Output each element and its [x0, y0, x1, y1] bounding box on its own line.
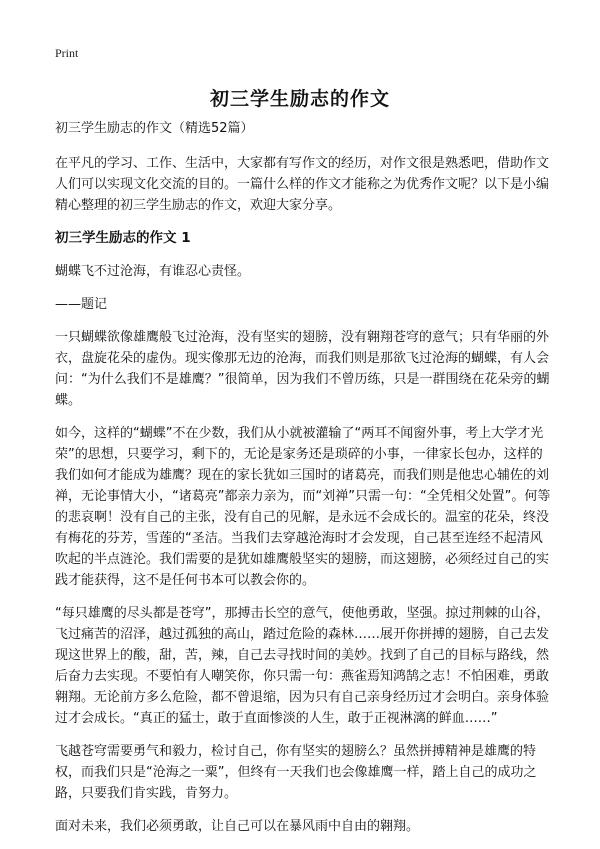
section-heading: 初三学生励志的作文 1: [55, 230, 191, 246]
article-body: [55, 118, 555, 849]
paragraph: 一只蝴蝶欲像雄鹰般飞过沧海，没有坚实的翅膀，没有翱翔苍穹的意气；只有华丽的外衣，盘旋花朵的虚伪。现实像那无边的沧海，而我们则是那欲飞过沧海的蝴蝶，有人会问：“为什么我们不是雄鹰？”很简单，因为我们不曾历练，只是一群围绕在花朵旁的蝴蝶。: [55, 330, 550, 408]
intro-paragraph: 在平凡的学习、工作、生活中，大家都有写作文的经历，对作文很是熟悉吧，借助作文人们可以实现文化交流的目的。一篇什么样的作文才能称之为优秀作文呢？以下是小编精心整理的初三学生励志的作文，欢迎大家分享。: [55, 156, 550, 213]
paragraph-epigraph-source: ——题记: [55, 297, 108, 312]
page-title: 初三学生励志的作文: [209, 88, 390, 110]
paragraph: 如今，这样的“蝴蝶”不在少数，我们从小就被灌输了“两耳不闻窗外事，考上大学才光荣”的思想，只要学习，剩下的，无论是家务还是琐碎的小事，一律家长包办，这样的我们如何才能成为雄鹰？现在的家长犹如三国时的诸葛亮，而我们则是他忠心辅佐的刘禅，无论事情大小，“诸葛亮”都亲力亲为，而“刘禅”只需一句：“全凭相父处置”。何等的悲哀啊！没有自己的主张，没有自己的见解，是永远不会成长的。温室的花朵，终没有梅花的芬芳，雪莲的“圣洁。当我们去穿越沧海时才会发现，自己甚至连经不起清风吹起的半点涟沦。我们需要的是犹如雄鹰般坚实的翅膀，而这翅膀，必须经过自己的实践才能获得，这不是任何书本可以教会你的。: [55, 426, 551, 588]
print-link[interactable]: Print: [55, 46, 79, 60]
paragraph: “每只雄鹰的尽头都是苍穹”，那搏击长空的意气，使他勇敢，坚强。掠过荆棘的山谷，飞过痛苦的沼泽，越过孤独的高山，踏过危险的森林……展开你拼搏的翅膀，自己去发现这世界上的酸，甜，苦，辣，自己去寻找时间的美妙。找到了自己的目标与路线，然后奋力去实现。不要怕有人嘲笑你，你只需一句：燕雀焉知鸿鹄之志！不怕困难，勇敢翱翔。无论前方多么危险，都不曾退缩，因为只有自己亲身经历过才会明白。亲身体验过才会成长。“真正的猛士，敢于直面惨淡的人生，敢于正视淋漓的鲜血……”: [55, 606, 550, 726]
paragraph: 面对未来，我们必须勇敢，让自己可以在暴风雨中自由的翱翔。: [55, 819, 420, 834]
paragraph-epigraph: 蝴蝶飞不过沧海，有谁忍心责怪。: [55, 264, 251, 279]
paragraph: 飞越苍穹需要勇气和毅力，检讨自己，你有坚实的翅膀么？虽然拼搏精神是雄鹰的特权，而我们只是“沧海之一粟”，但终有一天我们也会像雄鹰一样，踏上自己的成功之路，只要我们肯实践，肯努力。: [55, 744, 537, 801]
article-subtitle: 初三学生励志的作文（精选52篇）: [55, 121, 254, 136]
